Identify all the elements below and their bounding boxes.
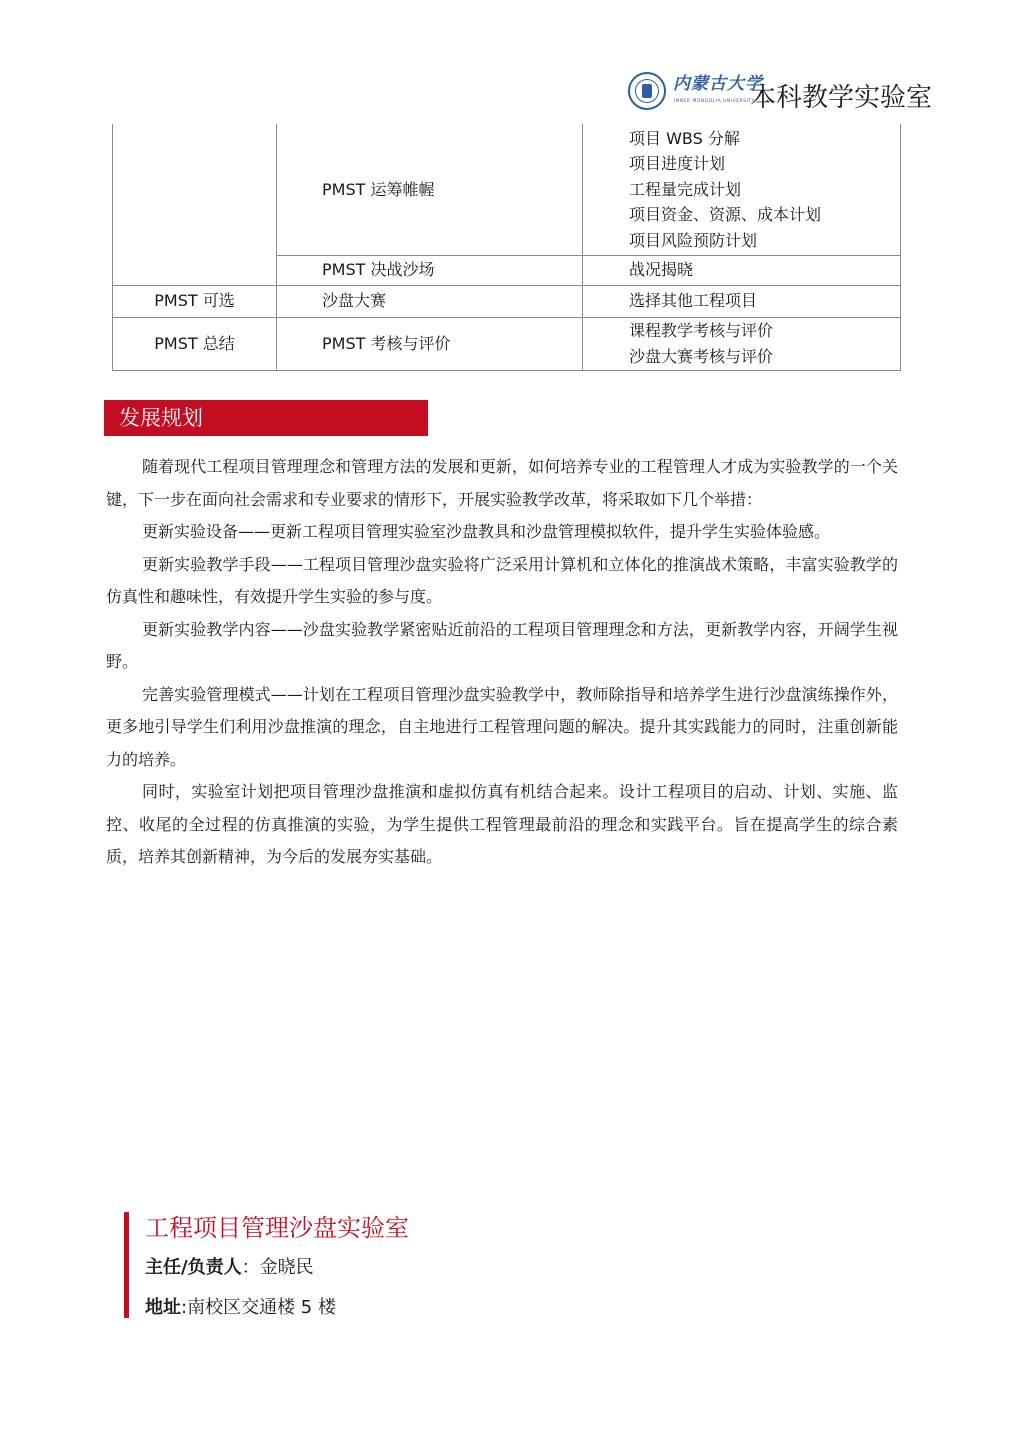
header-title: 本科教学实验室 bbox=[750, 83, 933, 113]
address-row bbox=[145, 1294, 336, 1322]
module-cell: PMST 决战沙场 bbox=[277, 255, 583, 285]
task-item: 项目 WBS 分解 bbox=[629, 128, 740, 148]
section-banner bbox=[104, 400, 428, 436]
paragraph: 同时，实验室计划把项目管理沙盘推演和虚拟仿真有机结合起来。设计工程项目的启动、计划、实施、监控、收尾的全过程的仿真推演的实验，为学生提供工程管理最前沿的理念和实践平台。旨在提高学生的综合素质，培养其创新精神，为今后的发展夯实基础。 bbox=[106, 782, 898, 866]
paragraph: 更新实验教学内容——沙盘实验教学紧密贴近前沿的工程项目管理理念和方法，更新教学内容，开阔学生视野。 bbox=[106, 619, 898, 671]
director-row bbox=[145, 1254, 314, 1282]
section-title: 发展规划 bbox=[119, 406, 203, 430]
module-cell: PMST 运筹帷幄 bbox=[277, 124, 583, 255]
tasks-cell bbox=[583, 317, 901, 370]
task-item: 战况揭晓 bbox=[629, 260, 694, 280]
table-row bbox=[113, 124, 901, 255]
task-item: 沙盘大赛考核与评价 bbox=[629, 346, 774, 366]
task-item: 工程量完成计划 bbox=[629, 179, 742, 199]
module-cell: PMST 考核与评价 bbox=[277, 317, 583, 370]
section-body bbox=[106, 451, 898, 874]
stage-cell bbox=[113, 124, 277, 285]
table-row bbox=[113, 317, 901, 370]
university-english-name: INNER MONGOLIA UNIVERSITY bbox=[674, 99, 755, 104]
paragraph: 更新实验教学手段——工程项目管理沙盘实验将广泛采用计算机和立体化的推演战术策略，丰富实验教学的仿真性和趣味性，有效提升学生实验的参与度。 bbox=[106, 554, 898, 606]
task-item: 课程教学考核与评价 bbox=[629, 321, 774, 340]
lab-name: 工程项目管理沙盘实验室 bbox=[145, 1214, 409, 1242]
task-item: 项目进度计划 bbox=[629, 154, 726, 173]
paragraph: 更新实验设备——更新工程项目管理实验室沙盘教具和沙盘管理模拟软件，提升学生实验体验感。 bbox=[142, 522, 831, 541]
address-separator: : bbox=[181, 1297, 188, 1318]
tasks-cell bbox=[583, 124, 901, 255]
module-cell: 沙盘大赛 bbox=[277, 285, 583, 317]
address-value: 南校区交通楼 5 楼 bbox=[187, 1297, 336, 1318]
task-item: 选择其他工程项目 bbox=[629, 291, 758, 311]
address-label: 地址 bbox=[145, 1297, 181, 1318]
task-item: 项目风险预防计划 bbox=[629, 230, 758, 250]
page-header bbox=[620, 68, 933, 118]
university-seal-logo bbox=[628, 72, 666, 110]
stage-cell: PMST 总结 bbox=[113, 317, 277, 370]
director-name: 金晓民 bbox=[259, 1257, 314, 1278]
university-script-logo: 内蒙古大学 bbox=[673, 74, 763, 94]
paragraph: 完善实验管理模式——计划在工程项目管理沙盘实验教学中，教师除指导和培养学生进行沙盘演练操作外，更多地引导学生们利用沙盘推演的理念，自主地进行工程管理问题的解决。提升其实践能力的同时，注重创新能力的培养。 bbox=[106, 684, 898, 769]
lab-info-card bbox=[124, 1212, 624, 1320]
director-label: 主任/负责人 bbox=[145, 1257, 242, 1278]
accent-bar bbox=[124, 1212, 129, 1318]
stage-cell: PMST 可选 bbox=[113, 285, 277, 317]
tasks-cell bbox=[583, 255, 901, 285]
paragraph: 随着现代工程项目管理理念和管理方法的发展和更新，如何培养专业的工程管理人才成为实验教学的一个关键，下一步在面向社会需求和专业要求的情形下，开展实验教学改革，将采取如下几个举措： bbox=[106, 457, 898, 509]
task-item: 项目资金、资源、成本计划 bbox=[629, 205, 822, 224]
director-separator: ： bbox=[241, 1257, 260, 1278]
table-row bbox=[113, 285, 901, 317]
course-plan-table bbox=[112, 124, 901, 371]
tasks-cell bbox=[583, 285, 901, 317]
